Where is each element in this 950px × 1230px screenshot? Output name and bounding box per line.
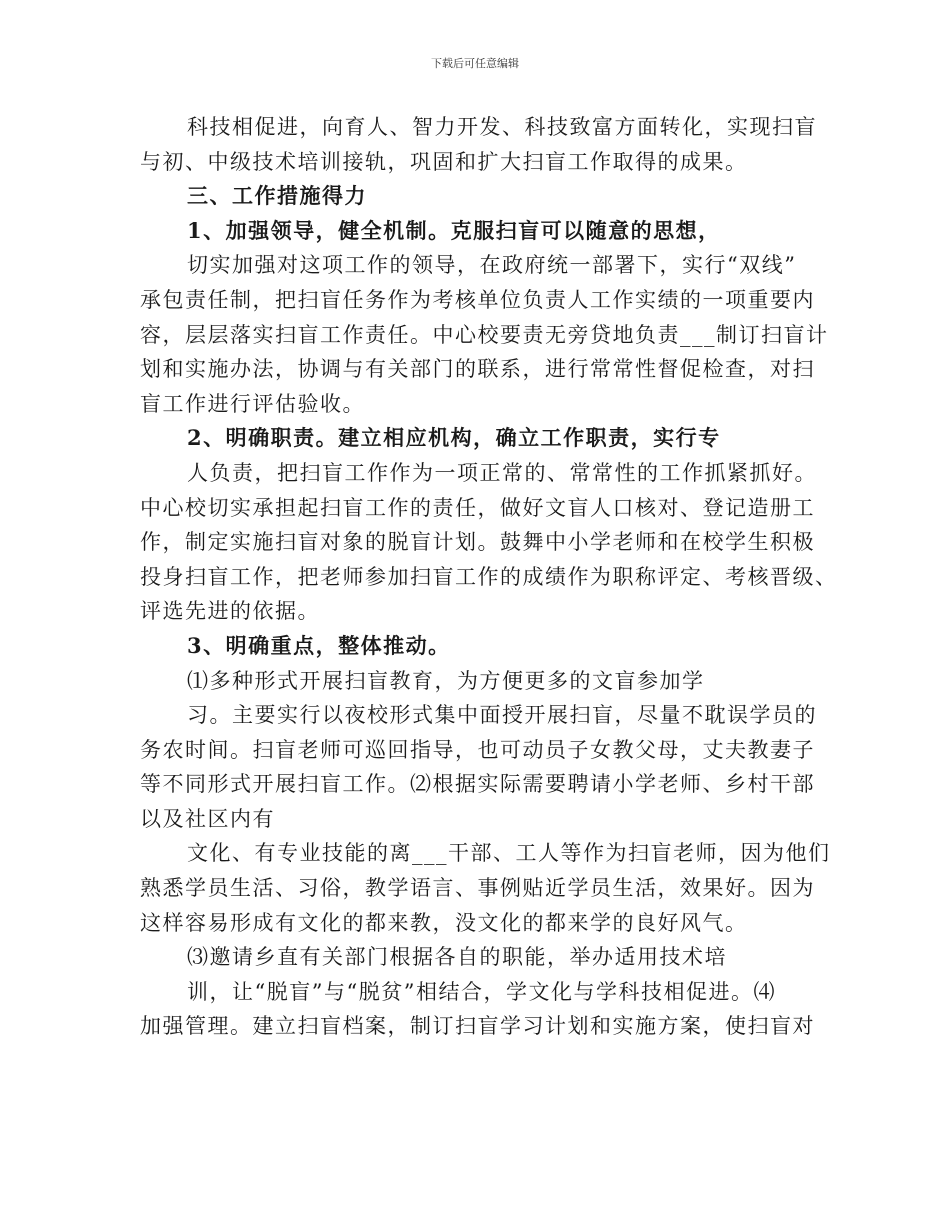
body-text-line: 科技相促进，向育人、智力开发、科技致富方面转化，实现扫盲: [187, 115, 817, 139]
body-text-line: 文化、有专业技能的离___干部、工人等作为扫盲老师，因为他们: [187, 841, 831, 866]
body-text-line: ⑶邀请乡直有关部门根据各自的职能，举办适用技术培: [187, 945, 727, 970]
body-text-line: 加强管理。建立扫盲档案，制订扫盲学习计划和实施方案，使扫盲对: [140, 1014, 815, 1039]
page-header: 下载后可任意编辑: [431, 57, 519, 70]
section-heading-line: 3、明确重点，整体推动。: [187, 632, 451, 658]
body-text-line: 中心校切实承担起扫盲工作的责任，做好文盲人口核对、登记造册工: [140, 495, 815, 520]
document-body: [140, 110, 838, 1044]
body-text-line: 熟悉学员生活、习俗，教学语言、事例贴近学员生活，效果好。因为: [140, 876, 815, 901]
body-text-line: 评选先进的依据。: [140, 599, 320, 624]
body-text-line: 容，层层落实扫盲工作责任。中心校要责无旁贷地负责___制订扫盲计: [140, 322, 829, 347]
body-text-line: 人负责，把扫盲工作作为一项正常的、常常性的工作抓紧抓好。: [187, 460, 817, 485]
body-text-line: 训，让“脱盲”与“脱贫”相结合，学文化与学科技相促进。⑷: [187, 979, 776, 1004]
body-text-line: 以及社区内有: [140, 806, 275, 831]
section-heading-line: 三、工作措施得力: [187, 183, 367, 209]
body-text-line: 划和实施办法，协调与有关部门的联系，进行常常性督促检查，对扫: [140, 357, 815, 382]
section-heading-line: 2、明确职责。建立相应机构，确立工作职责，实行专: [187, 425, 721, 451]
body-text-line: 切实加强对这项工作的领导，在政府统一部署下，实行“双线”: [187, 253, 797, 278]
body-text-line: 习。主要实行以夜校形式集中面授开展扫盲，尽量不耽误学员的: [187, 703, 817, 728]
body-text-line: 等不同形式开展扫盲工作。⑵根据实际需要聘请小学老师、乡村干部: [140, 772, 815, 797]
body-text-line: ⑴多种形式开展扫盲教育，为方便更多的文盲参加学: [187, 668, 705, 693]
body-text-line: 作，制定实施扫盲对象的脱盲计划。鼓舞中小学老师和在校学生积极: [140, 530, 815, 555]
body-text-line: 与初、中级技术培训接轨，巩固和扩大扫盲工作取得的成果。: [140, 149, 748, 174]
body-text-line: 投身扫盲工作，把老师参加扫盲工作的成绩作为职称评定、考核晋级、: [140, 564, 838, 589]
body-text-line: 这样容易形成有文化的都来教，没文化的都来学的良好风气。: [140, 910, 748, 935]
body-text-line: 务农时间。扫盲老师可巡回指导，也可动员子女教父母，丈夫教妻子: [140, 737, 815, 762]
section-heading-line: 1、加强领导，健全机制。克服扫盲可以随意的思想，: [187, 217, 721, 243]
body-text-line: 盲工作进行评估验收。: [140, 391, 365, 416]
body-text-line: 承包责任制，把扫盲任务作为考核单位负责人工作实绩的一项重要内: [140, 287, 815, 312]
